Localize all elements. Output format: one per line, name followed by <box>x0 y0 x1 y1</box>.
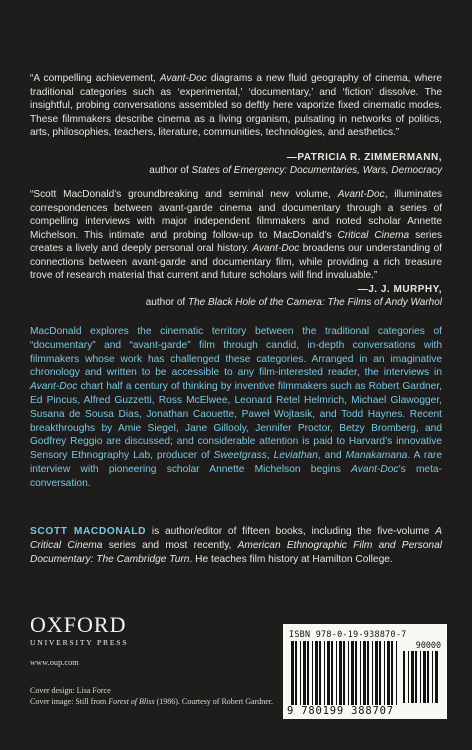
praise-quote-zimmermann <box>30 72 442 140</box>
cover-credits <box>30 686 273 707</box>
barcode-bars-icon <box>291 641 399 705</box>
series-title: Critical Cinema <box>337 229 410 241</box>
credit-text: (1986). Courtesy of Robert Gardner. <box>154 696 274 706</box>
film-title: Forest of Bliss <box>108 696 155 706</box>
attribution-book: States of Emergency: Documentaries, Wars, Democracy <box>191 165 442 176</box>
publisher-name: OXFORD <box>30 612 127 637</box>
book-title: Avant-Doc <box>159 73 207 84</box>
credit-text: Cover image: Still from <box>30 696 109 706</box>
isbn-barcode <box>283 624 447 719</box>
quote-text: series creates a lively and deeply personal oral history. <box>30 229 442 254</box>
publisher-url: www.oup.com <box>30 658 79 667</box>
film-title: Sweetgrass <box>213 450 267 462</box>
praise-quote-murphy <box>30 188 442 283</box>
attribution-book: The Black Hole of the Camera: The Films of Andy Warhol <box>188 297 442 308</box>
book-title: Avant-Doc <box>30 381 78 393</box>
description-text: , <box>266 450 274 462</box>
book-description <box>30 325 442 491</box>
description-text: MacDonald explores the cinematic territory between the traditional categories of “documentary” and “avant-garde” film through candid, in-depth conversations with filmmakers whose work has challenged these categories. Arranged in an imaginative chronology and written to be accessible to any film-interested reader, the interviews in <box>30 326 442 379</box>
quote-text: , illuminates correspondences between avant-garde cinema and documentary through a series of compelling interviews with major independent filmmakers and noted scholar Annette Michelson. This intimate and probing follow-up to MacDonald’s <box>30 189 442 241</box>
book-title: Avant-Doc <box>252 243 300 254</box>
price-addon-label: 90000 <box>415 640 441 650</box>
attribution-prefix: author of <box>145 297 188 308</box>
attribution-name: —PATRICIA R. ZIMMERMANN, <box>286 152 442 163</box>
ean-number: 9 780199 388707 <box>287 705 394 717</box>
description-text: , and <box>317 450 346 462</box>
book-title: American Ethnographic Film and Personal Documentary: The Cambridge Turn <box>30 539 442 565</box>
quote-text: “A compelling achievement, <box>30 73 160 84</box>
book-title: Avant-Doc <box>337 189 385 200</box>
isbn-label: ISBN 978-0-19-938870-7 <box>289 629 407 639</box>
author-name: SCOTT MACDONALD <box>30 526 147 537</box>
attribution-prefix: author of <box>149 165 192 176</box>
cover-design-credit: Cover design: Lisa Force <box>30 686 111 695</box>
cover-image-credit <box>30 697 273 708</box>
description-text: . A rare interview with pioneering scholar Annette Michelson begins <box>30 450 442 475</box>
quote-attribution-murphy <box>146 283 442 309</box>
quote-text: diagrams a new fluid geography of cinema, where traditional categories such as ‘experimental,’ ‘documentary,’ and ‘fiction’ dissolve. The insightful, probing conversations assembled so deftly here vaporize fixed cinematic modes. These filmmakers describe cinema as a living organism, pulsating in networks of politics, arts, philosophies, teachers, literature, communities, technologies, and aesthetics.” <box>30 73 442 138</box>
series-title: A Critical Cinema <box>30 526 442 551</box>
quote-attribution-zimmermann <box>149 151 442 177</box>
film-title: Manakamana <box>345 450 408 462</box>
publisher-logo <box>30 614 128 648</box>
bio-text: . He teaches film history at Hamilton College. <box>189 553 393 565</box>
attribution-name: —J. J. MURPHY, <box>357 284 442 295</box>
bio-text: is author/editor of fifteen books, including the five-volume <box>146 526 436 537</box>
film-title: Leviathan <box>273 450 318 462</box>
description-text: chart half a century of thinking by inventive filmmakers such as Robert Gardner, Ed Pincus, Alfred Guzzetti, Ross McElwee, Leonard Retel Helmrich, Michael Glawogger, Susana de Sousa Dias, Jonathan Caouette, Paweł Wojtasik, and Todd Haynes. Recent breakthroughs by Amie Siegel, Jane Gillooly, Jennifer Proctor, Betzy Bromberg, and Godfrey Reggio are discussed; and considerable attention is paid to Harvard’s innovative Sensory Ethnography Lab, producer of <box>30 381 442 462</box>
quote-text: broadens our understanding of connections between avant-garde and documentary film, while providing a rich treasure trove of research material that current and future scholars will find invaluable.” <box>30 243 442 281</box>
bio-text: series and most recently, <box>102 539 238 551</box>
book-title: Avant-Doc <box>351 463 399 475</box>
publisher-subname: UNIVERSITY PRESS <box>30 638 129 647</box>
author-bio <box>30 525 442 566</box>
quote-text: “Scott MacDonald’s groundbreaking and seminal new volume, <box>30 189 338 200</box>
addon-bars-icon <box>403 651 439 703</box>
description-text: ’s meta-conversation. <box>30 463 442 489</box>
